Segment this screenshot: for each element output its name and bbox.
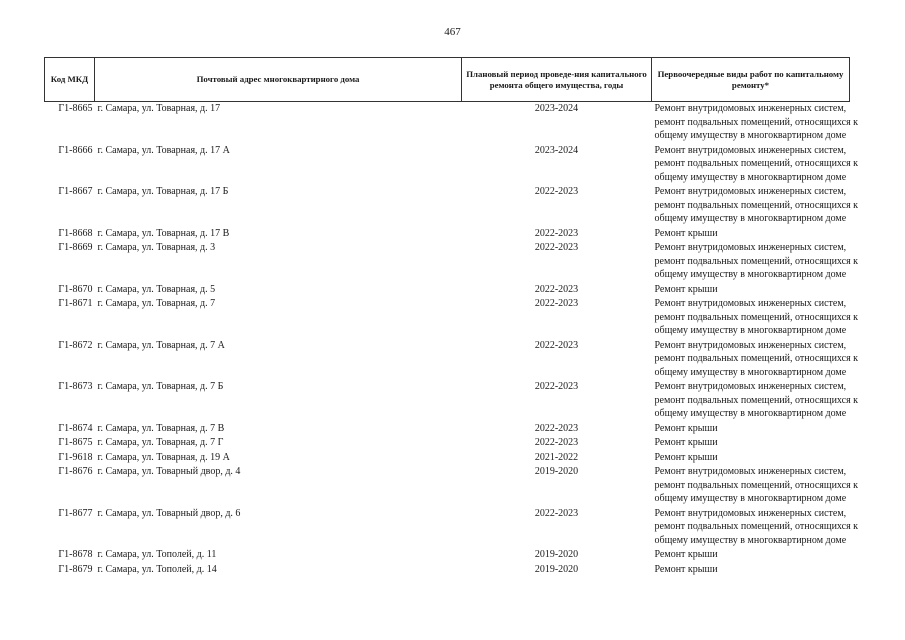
- repair-works-line: ремонт подвальных помещений, относящихся к: [654, 353, 859, 364]
- postal-address: г. Самара, ул. Товарная, д. 17: [97, 103, 221, 114]
- repair-period: 2021-2022: [534, 451, 579, 463]
- repair-works-line: Ремонт крыши: [654, 422, 718, 434]
- table-row: [45, 102, 850, 144]
- mkd-code: Г1-8670: [58, 283, 93, 295]
- table-row: [45, 241, 850, 283]
- mkd-code: Г1-8673: [58, 381, 93, 392]
- repair-works: [652, 283, 850, 298]
- table-row: [45, 563, 850, 578]
- postal-address: г. Самара, ул. Товарная, д. 17 Б: [97, 186, 229, 197]
- repair-works-line: Ремонт крыши: [654, 437, 718, 448]
- mkd-code: Г1-8675: [58, 437, 93, 448]
- repair-works: [652, 297, 859, 339]
- table-row: [45, 185, 850, 227]
- page-number: 467: [444, 26, 461, 38]
- mkd-code: Г1-9618: [58, 451, 93, 463]
- repair-works-line: Ремонт крыши: [654, 451, 718, 463]
- postal-address: г. Самара, ул. Товарная, д. 7 Г: [97, 437, 224, 448]
- repair-works: [652, 422, 850, 437]
- header-code: Код МКД: [45, 58, 95, 102]
- repair-works-line: ремонт подвальных помещений, относящихся к: [654, 199, 859, 211]
- repair-period: 2022-2023: [534, 227, 579, 239]
- table-row: [45, 548, 850, 563]
- repair-works-line: ремонт подвальных помещений, относящихся к: [654, 521, 859, 532]
- table-row: [45, 380, 850, 422]
- repair-works-line: Ремонт внутридомовых инженерных систем,: [654, 242, 847, 253]
- repair-works-line: Ремонт крыши: [654, 227, 718, 239]
- table-row: [45, 283, 850, 298]
- repair-works: [652, 241, 859, 283]
- postal-address: г. Самара, ул. Товарная, д. 17 В: [97, 227, 230, 239]
- postal-address: г. Самара, ул. Товарная, д. 5: [97, 283, 216, 295]
- repair-works: [652, 380, 859, 422]
- postal-address: г. Самара, ул. Товарная, д. 19 А: [97, 451, 230, 463]
- mkd-code: Г1-8669: [58, 242, 93, 253]
- table-row: [45, 297, 850, 339]
- postal-address: г. Самара, ул. Товарная, д. 7: [97, 298, 216, 309]
- mkd-code: Г1-8672: [58, 339, 93, 351]
- repair-works: [652, 548, 850, 563]
- header-address: Почтовый адрес многоквартирного дома: [95, 58, 462, 102]
- table-body: [45, 102, 859, 578]
- repair-period: 2019-2020: [534, 549, 579, 560]
- repair-works-line: общему имуществу в многоквартирном доме: [654, 213, 847, 224]
- repair-works: [652, 507, 859, 549]
- mkd-code: Г1-8667: [58, 186, 93, 197]
- mkd-code: Г1-8668: [58, 227, 93, 239]
- mkd-code: Г1-8666: [58, 144, 93, 156]
- repair-period: 2019-2020: [534, 563, 579, 575]
- repair-schedule-table: [44, 57, 859, 577]
- repair-works: [652, 102, 859, 144]
- table-row: [45, 227, 850, 242]
- table-header: [45, 58, 850, 102]
- mkd-code: Г1-8665: [58, 103, 93, 114]
- repair-works-line: Ремонт внутридомовых инженерных систем,: [654, 466, 847, 477]
- repair-works-line: общему имуществу в многоквартирном доме: [654, 325, 847, 336]
- repair-works-line: Ремонт крыши: [654, 563, 718, 575]
- repair-period: 2022-2023: [534, 242, 579, 253]
- repair-works-line: общему имуществу в многоквартирном доме: [654, 408, 847, 419]
- postal-address: г. Самара, ул. Товарная, д. 3: [97, 242, 216, 253]
- table-row: [45, 451, 850, 466]
- repair-works-line: общему имуществу в многоквартирном доме: [654, 534, 847, 546]
- repair-works: [652, 451, 850, 466]
- repair-works-line: Ремонт внутридомовых инженерных систем,: [654, 298, 847, 309]
- postal-address: г. Самара, ул. Товарный двор, д. 6: [97, 507, 241, 519]
- postal-address: г. Самара, ул. Тополей, д. 11: [97, 549, 217, 560]
- mkd-code: Г1-8674: [58, 422, 93, 434]
- repair-period: 2022-2023: [534, 186, 579, 197]
- repair-works-line: Ремонт внутридомовых инженерных систем,: [654, 186, 847, 197]
- repair-works-line: ремонт подвальных помещений, относящихся к: [654, 311, 859, 323]
- postal-address: г. Самара, ул. Тополей, д. 14: [97, 563, 217, 575]
- postal-address: г. Самара, ул. Товарный двор, д. 4: [97, 466, 241, 477]
- repair-works-line: Ремонт крыши: [654, 283, 718, 295]
- repair-works-line: общему имуществу в многоквартирном доме: [654, 130, 847, 141]
- mkd-code: Г1-8679: [58, 563, 93, 575]
- table-row: [45, 465, 850, 507]
- repair-period: 2022-2023: [534, 381, 579, 392]
- repair-period: 2022-2023: [534, 339, 579, 351]
- repair-works-line: Ремонт крыши: [654, 549, 718, 560]
- mkd-code: Г1-8676: [58, 466, 93, 477]
- repair-period: 2023-2024: [534, 144, 579, 156]
- repair-works-line: Ремонт внутридомовых инженерных систем,: [654, 103, 847, 114]
- table-row: [45, 144, 850, 186]
- repair-works-line: Ремонт внутридомовых инженерных систем,: [654, 381, 847, 392]
- repair-period: 2023-2024: [534, 103, 579, 114]
- repair-works-line: Ремонт внутридомовых инженерных систем,: [654, 144, 847, 156]
- repair-works: [652, 144, 859, 186]
- postal-address: г. Самара, ул. Товарная, д. 7 А: [97, 339, 225, 351]
- repair-period: 2019-2020: [534, 466, 579, 477]
- repair-works-line: общему имуществу в многоквартирном доме: [654, 171, 847, 183]
- repair-works: [652, 185, 859, 227]
- repair-works-line: ремонт подвальных помещений, относящихся к: [654, 255, 859, 267]
- repair-works-line: Ремонт внутридомовых инженерных систем,: [654, 507, 847, 519]
- repair-period: 2022-2023: [534, 507, 579, 519]
- repair-period: 2022-2023: [534, 298, 579, 309]
- table-row: [45, 422, 850, 437]
- table-row: [45, 507, 850, 549]
- repair-works-line: ремонт подвальных помещений, относящихся к: [654, 394, 859, 406]
- mkd-code: Г1-8678: [58, 549, 93, 560]
- repair-works: [652, 436, 850, 451]
- repair-works-line: общему имуществу в многоквартирном доме: [654, 269, 847, 280]
- repair-works: [652, 563, 850, 578]
- header-period: Плановый период проведе-ния капитального ремонта общего имущества, годы: [462, 58, 652, 102]
- repair-works-line: ремонт подвальных помещений, относящихся к: [654, 158, 859, 169]
- postal-address: г. Самара, ул. Товарная, д. 7 Б: [97, 381, 224, 392]
- repair-works-line: ремонт подвальных помещений, относящихся к: [654, 116, 859, 128]
- postal-address: г. Самара, ул. Товарная, д. 17 А: [97, 144, 230, 156]
- table-row: [45, 436, 850, 451]
- mkd-code: Г1-8677: [58, 507, 93, 519]
- repair-works: [652, 465, 859, 507]
- repair-works-line: общему имуществу в многоквартирном доме: [654, 366, 847, 378]
- repair-works-line: общему имуществу в многоквартирном доме: [654, 493, 847, 504]
- mkd-code: Г1-8671: [58, 298, 93, 309]
- repair-period: 2022-2023: [534, 437, 579, 448]
- repair-works-line: Ремонт внутридомовых инженерных систем,: [654, 339, 847, 351]
- repair-works: [652, 227, 850, 242]
- repair-works: [652, 339, 859, 381]
- repair-works-line: ремонт подвальных помещений, относящихся к: [654, 479, 859, 491]
- table-row: [45, 339, 850, 381]
- postal-address: г. Самара, ул. Товарная, д. 7 В: [97, 422, 225, 434]
- header-works: Первоочередные виды работ по капитальному ремонту*: [652, 58, 850, 102]
- repair-period: 2022-2023: [534, 283, 579, 295]
- repair-period: 2022-2023: [534, 422, 579, 434]
